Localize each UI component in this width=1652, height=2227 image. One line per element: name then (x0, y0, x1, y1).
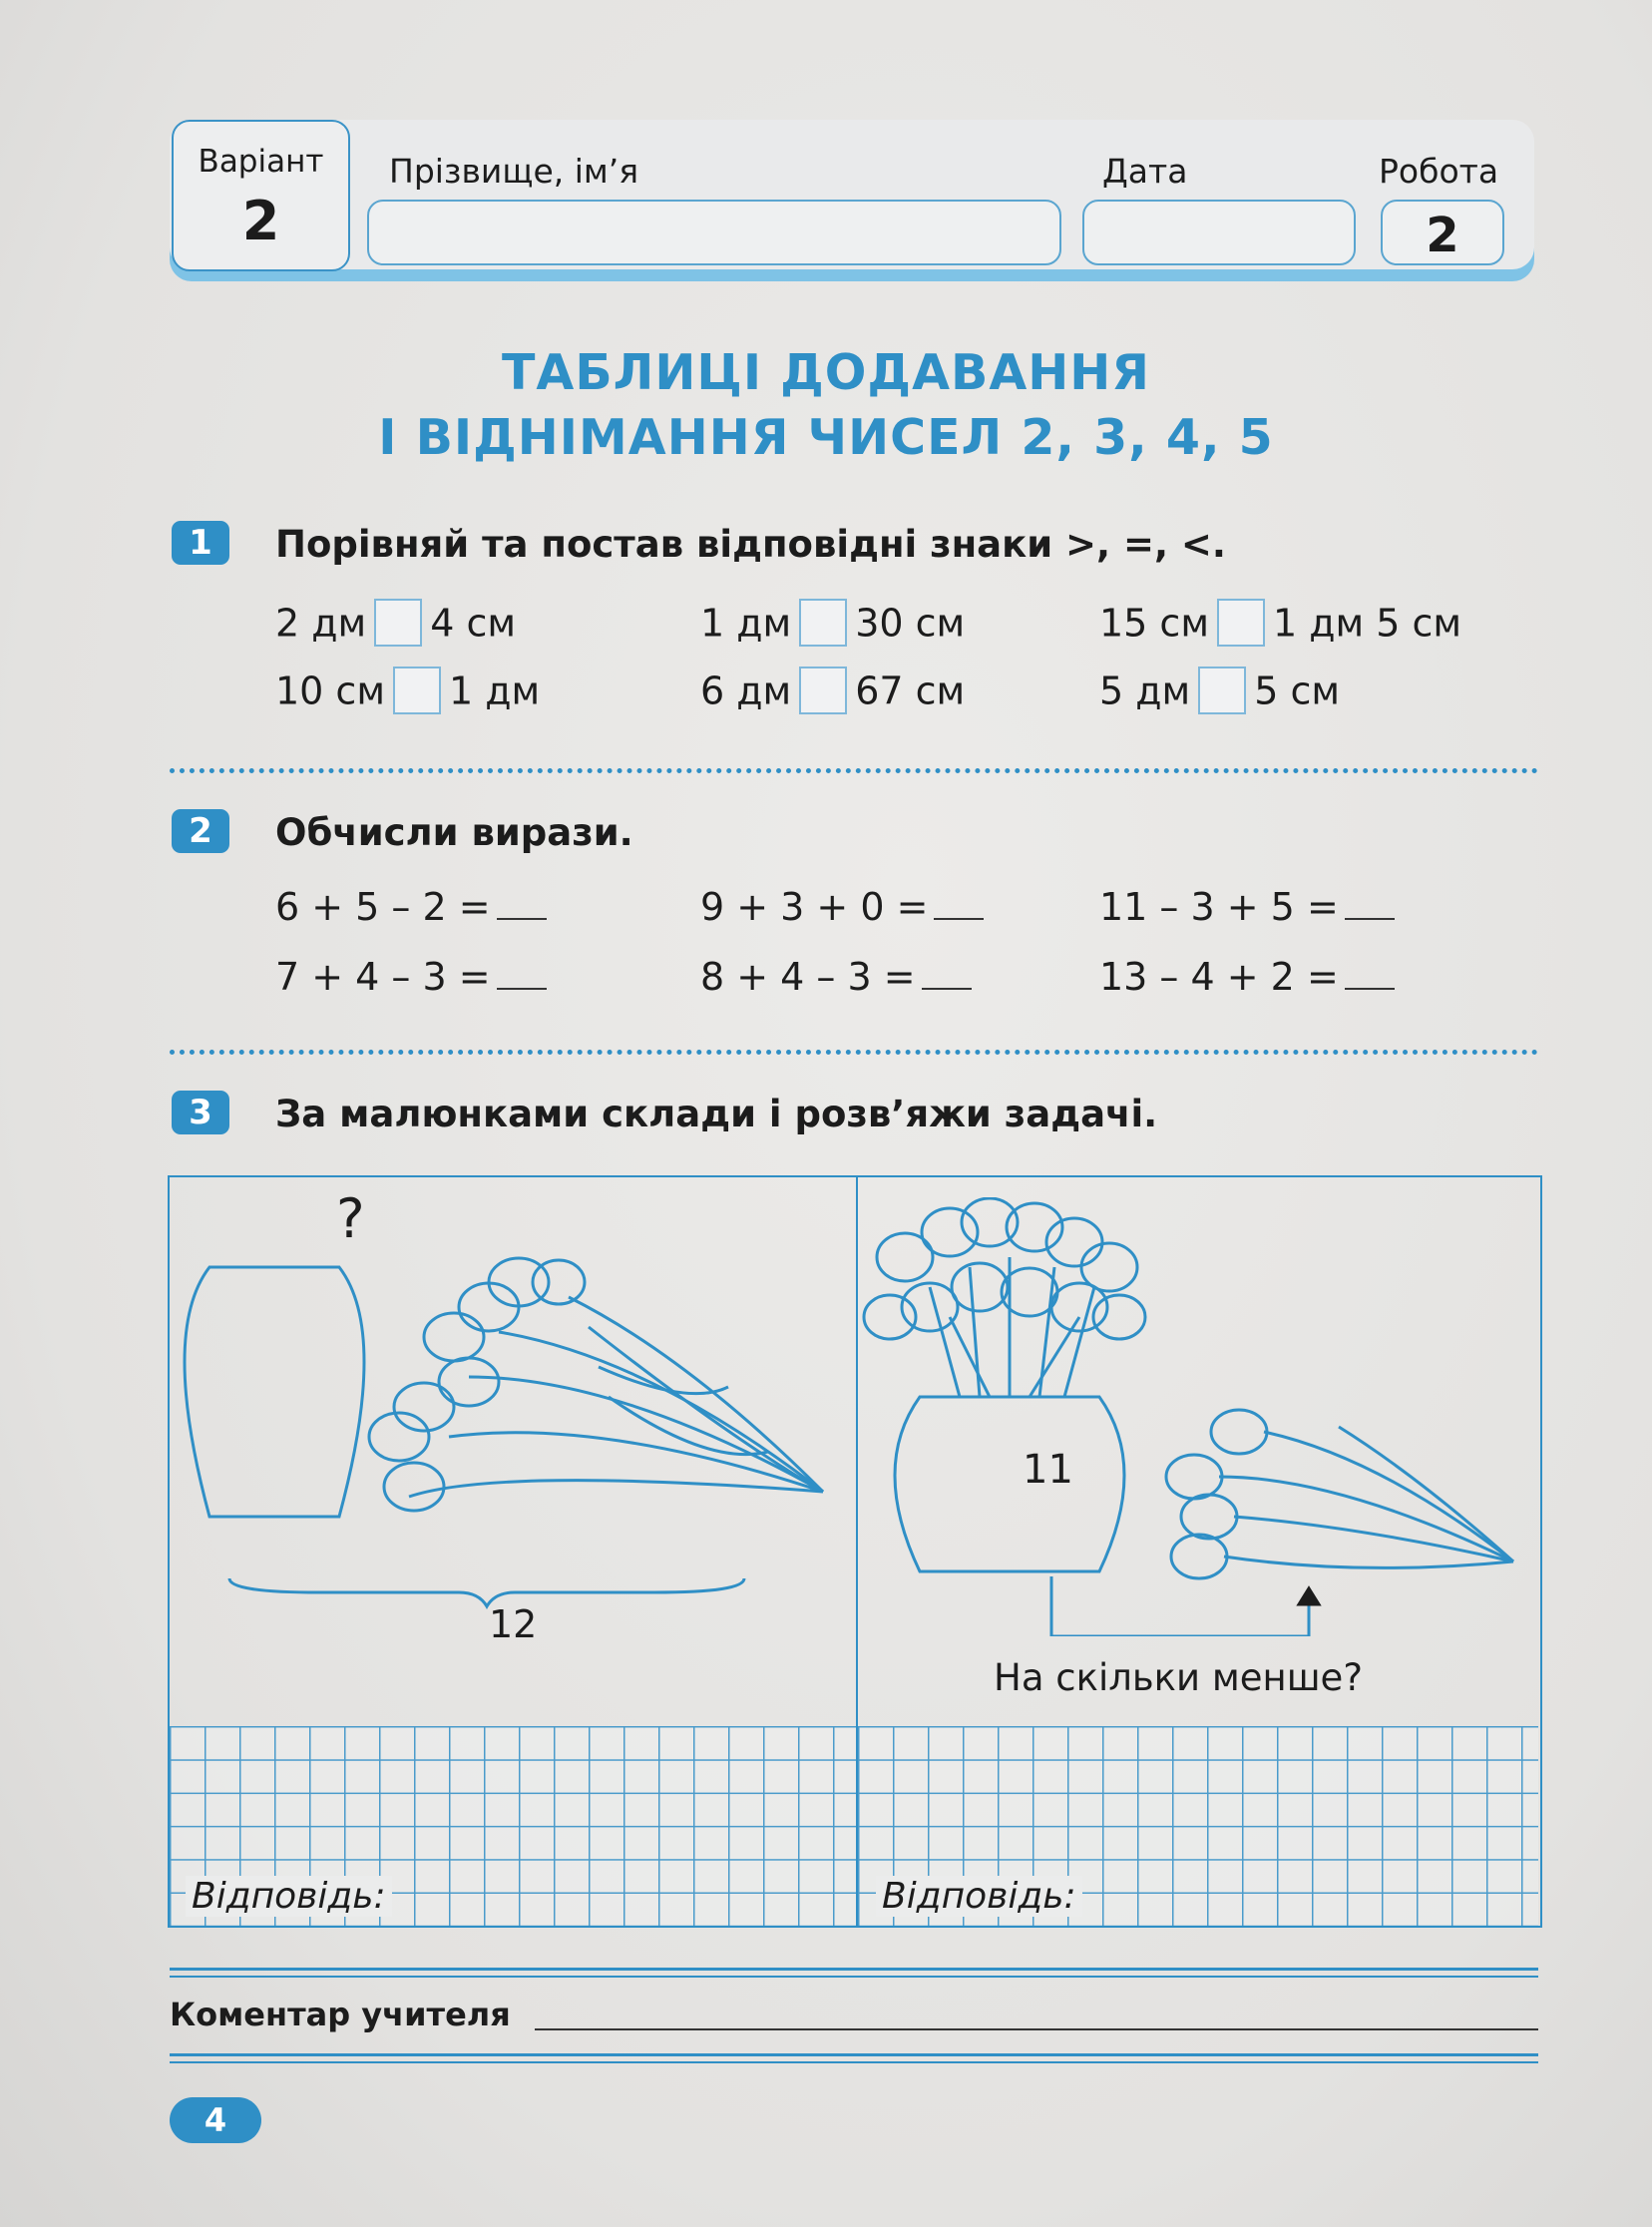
teacher-comment-line[interactable] (535, 2028, 1538, 2030)
task-3-badge: 3 (172, 1091, 229, 1134)
compare-item (700, 667, 965, 720)
expression-text: 8 + 4 – 3 = (700, 955, 916, 999)
footer-line-top-thin (170, 1976, 1538, 1978)
expression (1099, 880, 1395, 929)
footer-line-bottom (170, 2053, 1538, 2056)
expression-text: 7 + 4 – 3 = (275, 955, 491, 999)
compare-right: 5 см (1254, 668, 1341, 713)
left-answer-label: Відповідь: (186, 1876, 392, 1917)
answer-blank[interactable] (497, 950, 547, 990)
total-number: 12 (489, 1602, 538, 1646)
comparison-arrow (1051, 1576, 1309, 1636)
teacher-comment-label: Коментар учителя (170, 1996, 511, 2033)
question-mark: ? (336, 1187, 365, 1250)
expression-text: 9 + 3 + 0 = (700, 885, 929, 929)
answer-blank[interactable] (1345, 950, 1395, 990)
compare-item (1099, 667, 1340, 720)
task-2-badge: 2 (172, 809, 229, 853)
expression (700, 950, 972, 999)
task-1-text: Порівняй та постав відповідні знаки >, =, <. (275, 523, 1226, 566)
compare-box[interactable] (799, 599, 847, 647)
tulip-bunch-small (1166, 1410, 1513, 1578)
compare-item (275, 599, 516, 653)
compare-right: 4 см (430, 601, 517, 646)
expression-text: 6 + 5 – 2 = (275, 885, 491, 929)
compare-left: 1 дм (700, 601, 792, 646)
title-line-2: І ВІДНІМАННЯ ЧИСЕЛ 2, 3, 4, 5 (378, 409, 1274, 466)
expression (1099, 950, 1395, 999)
expression-text: 11 – 3 + 5 = (1099, 885, 1339, 929)
expression (700, 880, 984, 929)
variant-number: 2 (241, 190, 280, 252)
compare-left: 15 см (1099, 601, 1209, 646)
compare-item (275, 667, 540, 720)
footer-line-bottom-thin (170, 2061, 1538, 2063)
task-2-text: Обчисли вирази. (275, 811, 633, 854)
answer-blank[interactable] (497, 880, 547, 920)
compare-right: 67 см (855, 668, 966, 713)
right-answer-label: Відповідь: (876, 1876, 1082, 1917)
name-field[interactable] (367, 200, 1061, 265)
right-question: На скільки менше? (994, 1656, 1363, 1699)
compare-box[interactable] (393, 667, 441, 714)
bracket (229, 1578, 744, 1606)
compare-right: 30 см (855, 601, 966, 646)
task-1-badge: 1 (172, 521, 229, 565)
dotted-divider (170, 768, 1538, 773)
tulips-in-vase (864, 1198, 1145, 1397)
title-line-1: ТАБЛИЦІ ДОДАВАННЯ (501, 344, 1151, 401)
compare-right: 1 дм (449, 668, 541, 713)
work-number-box (1381, 200, 1504, 265)
date-label: Дата (1102, 152, 1188, 191)
compare-left: 10 см (275, 668, 385, 713)
expression-text: 13 – 4 + 2 = (1099, 955, 1339, 999)
right-illustration (860, 1197, 1538, 1636)
dotted-divider (170, 1050, 1538, 1055)
empty-vase (185, 1267, 364, 1517)
tulip-bunch (369, 1258, 823, 1511)
expression (275, 950, 547, 999)
work-label: Робота (1379, 152, 1499, 191)
expression (275, 880, 547, 929)
compare-box[interactable] (1217, 599, 1265, 647)
answer-blank[interactable] (922, 950, 972, 990)
vase-with-flowers (895, 1397, 1124, 1571)
compare-box[interactable] (1198, 667, 1246, 714)
variant-box (172, 120, 350, 271)
answer-blank[interactable] (1345, 880, 1395, 920)
compare-left: 2 дм (275, 601, 367, 646)
compare-left: 6 дм (700, 668, 792, 713)
compare-box[interactable] (799, 667, 847, 714)
compare-left: 5 дм (1099, 668, 1191, 713)
compare-right: 1 дм 5 см (1273, 601, 1462, 646)
left-illustration (170, 1237, 856, 1636)
date-field[interactable] (1082, 200, 1356, 265)
variant-label: Варіант (198, 144, 324, 180)
answer-blank[interactable] (934, 880, 984, 920)
footer-line-top (170, 1968, 1538, 1971)
name-label: Прізвище, ім’я (389, 152, 639, 191)
compare-box[interactable] (374, 599, 422, 647)
compare-item (700, 599, 965, 653)
compare-item (1099, 599, 1461, 653)
vase-number: 11 (1023, 1447, 1073, 1493)
work-number: 2 (1426, 208, 1459, 263)
task-3-text: За малюнками склади і розв’яжи задачі. (275, 1093, 1158, 1135)
page-number: 4 (170, 2097, 261, 2143)
